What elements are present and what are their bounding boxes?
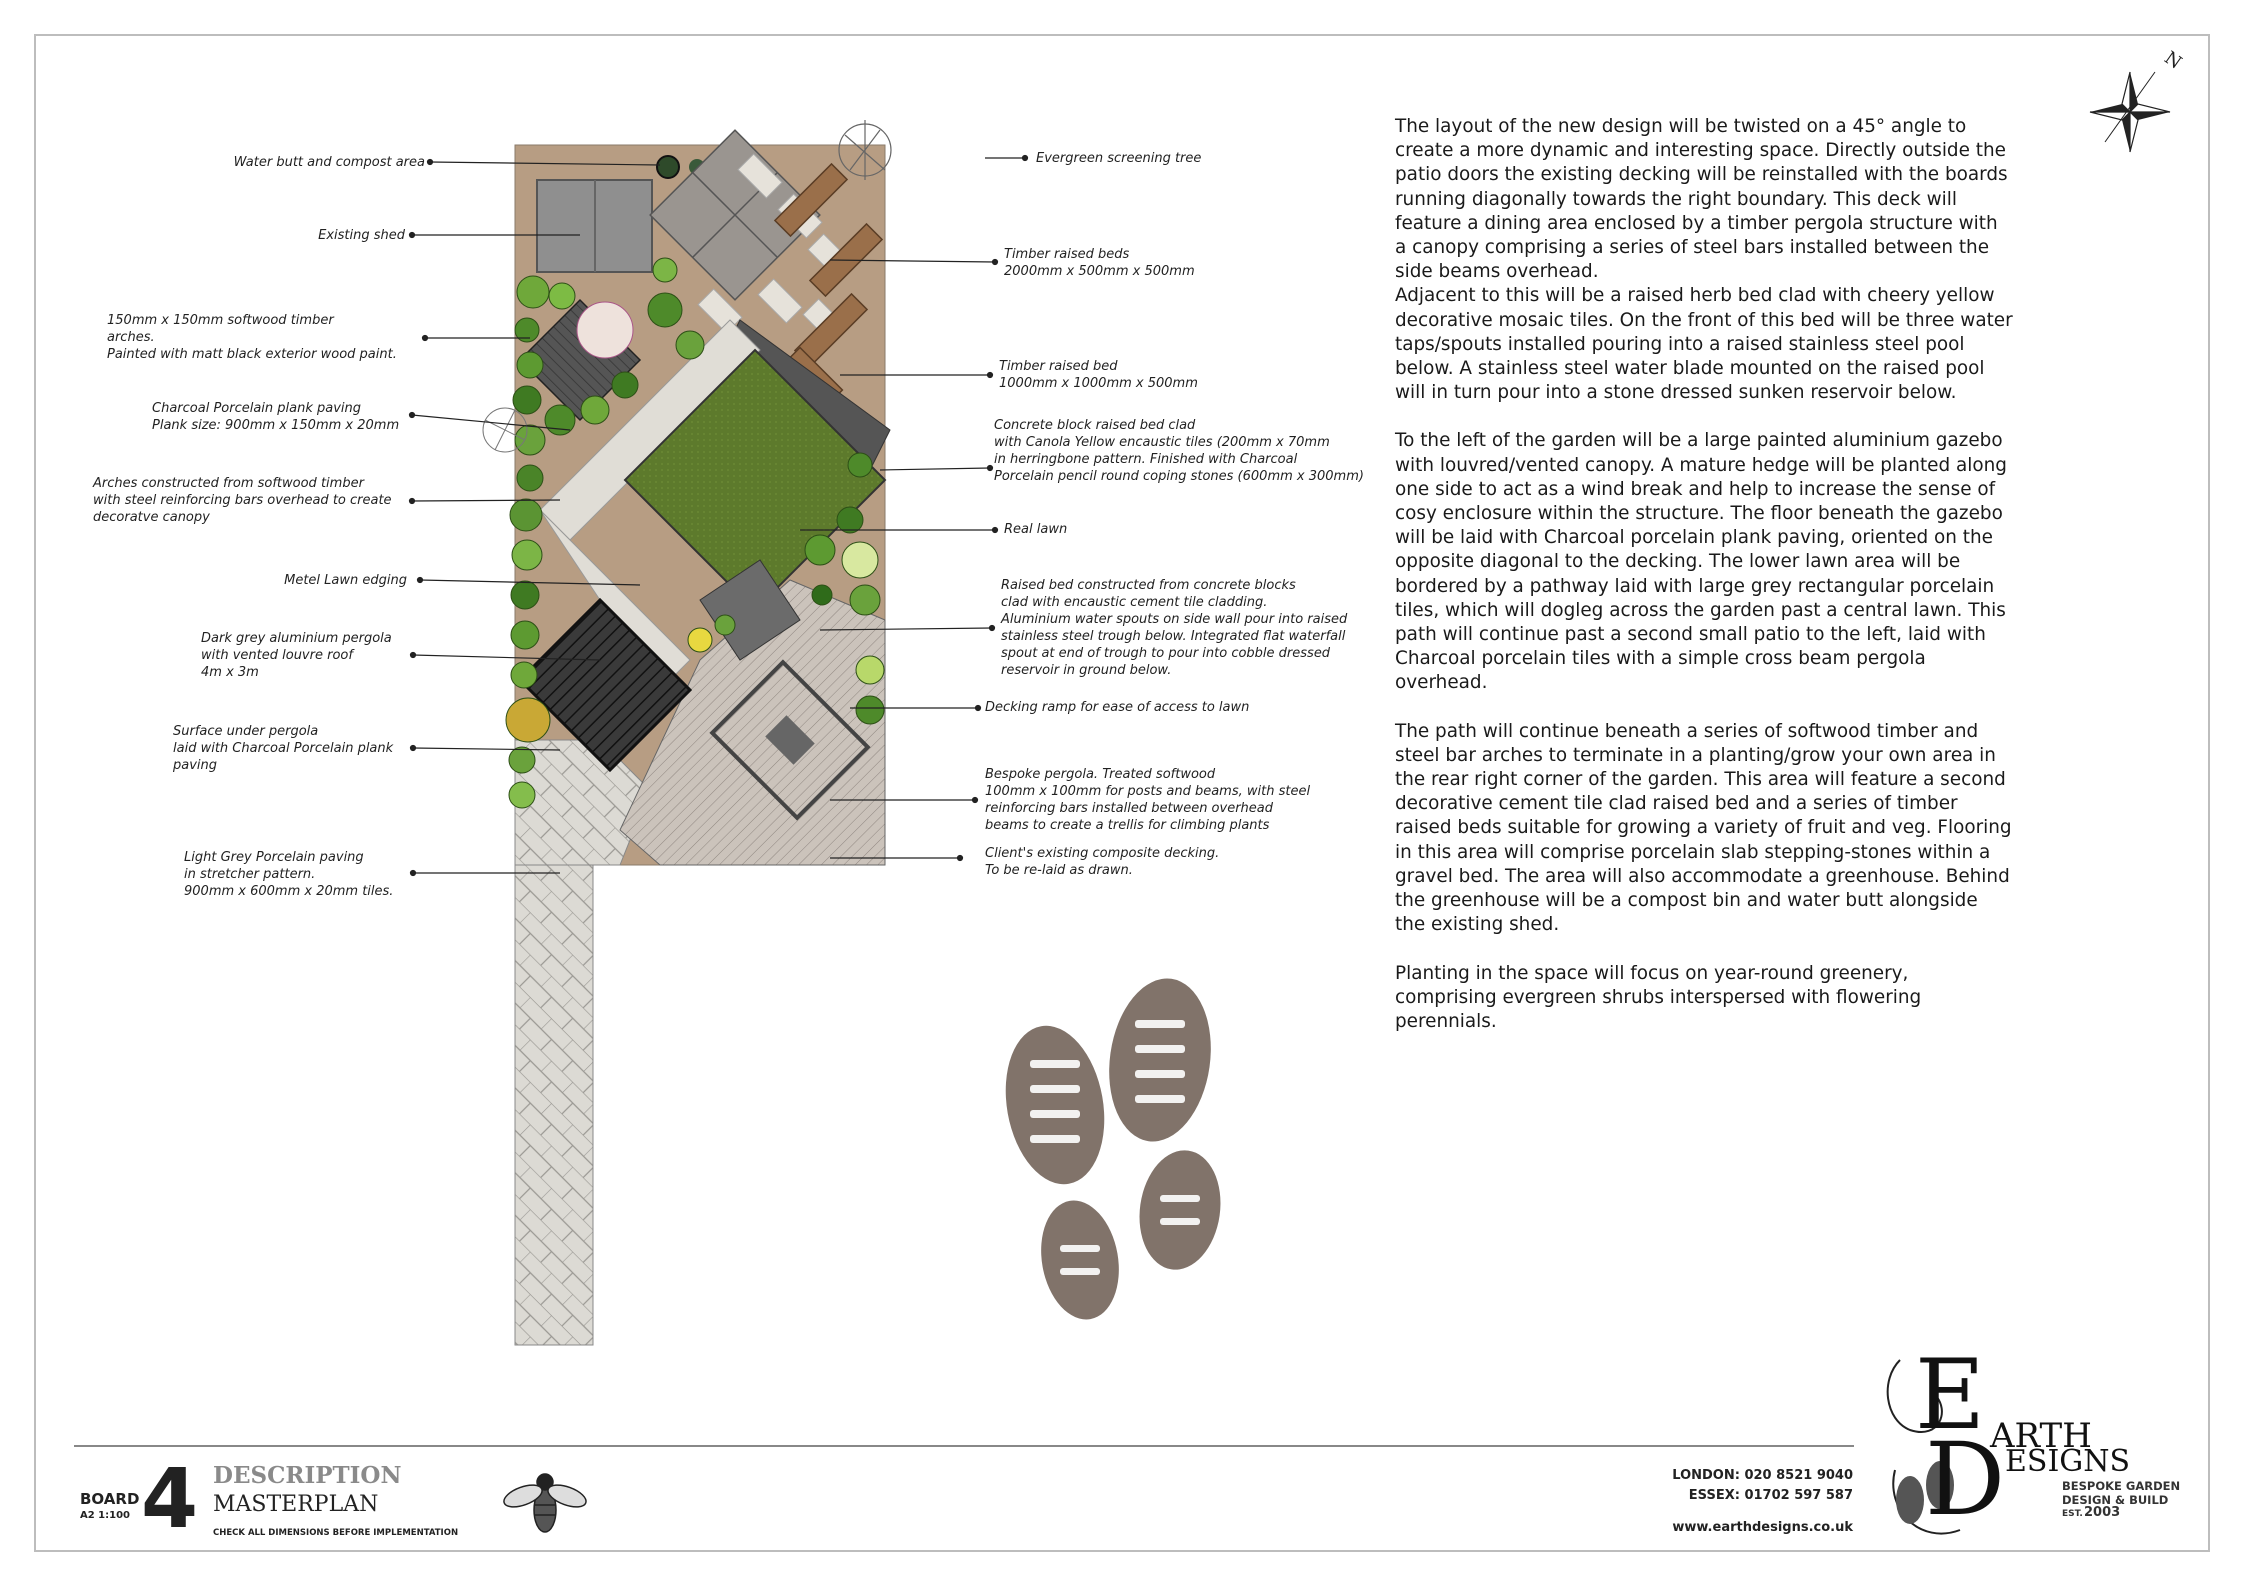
contact-essex: ESSEX: 01702 597 587 (1688, 1488, 1853, 1503)
board-label: BOARD (80, 1490, 140, 1508)
brand-year: 2003 (2084, 1505, 2121, 1520)
website-link[interactable]: www.earthdesigns.co.uk (1672, 1520, 1853, 1535)
label-timber-raised-beds: Timber raised beds 2000mm x 500mm x 500mm (1004, 247, 1195, 279)
description-paragraph: The layout of the new design will be twisted on a 45° angle to create a more dynamic and interesting space. Directly outside the patio doors the existing decking will be reinstalled with the boards running diagonally towards the right boundary. This deck will feature a dining area enclosed by a timber pergola structure with a canopy comprising a series of steel bars installed between the side beams overhead. Adjacent to this will be a raised herb bed clad with cheery yellow decorative mosaic tiles. On the front of this bed will be three water taps/spouts installed pouring into a raised stainless steel pool below. A stainless steel water blade mounted on the raised pool will in turn pour into a stone dressed sunken reservoir below. (1395, 116, 2013, 404)
description-paragraph: The path will continue beneath a series of softwood timber and steel bar arches to terminate in a planting/grow your own area in the rear right corner of the garden. This area will feature a second decorative cement tile clad raised bed and a series of timber raised beds suitable for growing a variety of fruit and veg. Flooring in this area will comprise porcelain slab stepping-stones within a gravel bed. The area will also accommodate a greenhouse. Behind the greenhouse will be a compost bin and water butt alongside the existing shed. (1395, 720, 2012, 936)
label-surface-under-pergola: Surface under pergola laid with Charcoal Porcelain plank paving (173, 724, 394, 773)
sheet-subtitle: MASTERPLAN (213, 1492, 379, 1517)
contact-london: LONDON: 020 8521 9040 (1672, 1468, 1853, 1483)
brand-name-esigns: ESIGNS (2005, 1444, 2131, 1479)
brand-tagline-1: BESPOKE GARDEN (2062, 1479, 2181, 1493)
label-bespoke-pergola: Bespoke pergola. Treated softwood 100mm x 100mm for posts and beams, with steel reinforcing bars installed between overhead beams to create a trellis for climbing plants (985, 767, 1311, 833)
board-scale: A2 1:100 (80, 1510, 131, 1521)
label-evergreen-tree: Evergreen screening tree (1036, 151, 1202, 166)
sheet-title: DESCRIPTION (213, 1462, 402, 1489)
label-timber-arches: 150mm x 150mm softwood timber arches. Painted with matt black exterior wood paint. (107, 313, 397, 362)
brand-est: EST. (2062, 1509, 2083, 1519)
brand-name-arth: ARTH (1990, 1416, 2092, 1456)
label-concrete-block-bed: Concrete block raised bed clad with Canola Yellow encaustic tiles (200mm x 70mm in herringbone pattern. Finished with Charcoal Porcelain pencil round coping stones (600mm x 300mm) (994, 418, 1364, 484)
label-lawn-edging: Metel Lawn edging (284, 573, 407, 588)
side-path-paving (515, 840, 593, 1345)
label-timber-raised-bed: Timber raised bed 1000mm x 1000mm x 500mm (999, 359, 1198, 391)
label-composite-decking: Client's existing composite decking. To be re-laid as drawn. (985, 846, 1220, 878)
footer-rule (74, 1445, 1854, 1447)
brand-tagline-2: DESIGN & BUILD (2062, 1493, 2169, 1507)
bee-icon (501, 1474, 589, 1532)
label-arches-canopy: Arches constructed from softwood timber with steel reinforcing bars overhead to create decoratve canopy (93, 476, 392, 525)
label-light-grey-paving: Light Grey Porcelain paving in stretcher pattern. 900mm x 600mm x 20mm tiles. (184, 850, 394, 899)
brand-initial-d: D (1925, 1421, 2006, 1538)
label-water-butt: Water butt and compost area (233, 155, 425, 170)
label-charcoal-paving: Charcoal Porcelain plank paving Plank size: 900mm x 150mm x 20mm (152, 401, 400, 433)
description-paragraph: Planting in the space will focus on year-round greenery, comprising evergreen shrubs interspersed with flowering perennials. (1395, 962, 1922, 1032)
brand-initial-e: E (1915, 1339, 1986, 1451)
compass-icon (2090, 72, 2170, 152)
label-real-lawn: Real lawn (1004, 522, 1068, 537)
board-number: 4 (141, 1452, 199, 1547)
label-decking-ramp: Decking ramp for ease of access to lawn (985, 700, 1250, 715)
round-table (577, 302, 633, 358)
water-butt (657, 156, 679, 178)
footprints-icon (994, 972, 1228, 1326)
design-description (1395, 115, 2045, 1058)
label-aluminium-pergola: Dark grey aluminium pergola with vented louvre roof 4m x 3m (201, 631, 392, 680)
label-water-feature-bed: Raised bed constructed from concrete blocks clad with encaustic cement tile cladding. Aluminium water spouts on side wall pour into raised stainless steel trough below. Integrated flat waterfall spout at end of trough to pour into cobble dressed reservoir in ground below. (1001, 578, 1348, 678)
label-existing-shed: Existing shed (318, 228, 405, 243)
dimension-note: CHECK ALL DIMENSIONS BEFORE IMPLEMENTATION (213, 1528, 459, 1538)
description-paragraph: To the left of the garden will be a large painted aluminium gazebo with louvred/vented canopy. A mature hedge will be planted along one side to act as a wind break and help to increase the sense of cosy enclosure within the structure. The floor beneath the gazebo will be laid with Charcoal porcelain plank paving, oriented on the opposite diagonal to the decking. The lower lawn area will be bordered by a pathway laid with large grey rectangular porcelain tiles, which will dogleg across the garden past a central lawn. This path will continue past a second small patio to the left, laid with Charcoal porcelain tiles with a simple cross beam pergola overhead. (1395, 430, 2007, 694)
north-label: N (2160, 47, 2186, 74)
